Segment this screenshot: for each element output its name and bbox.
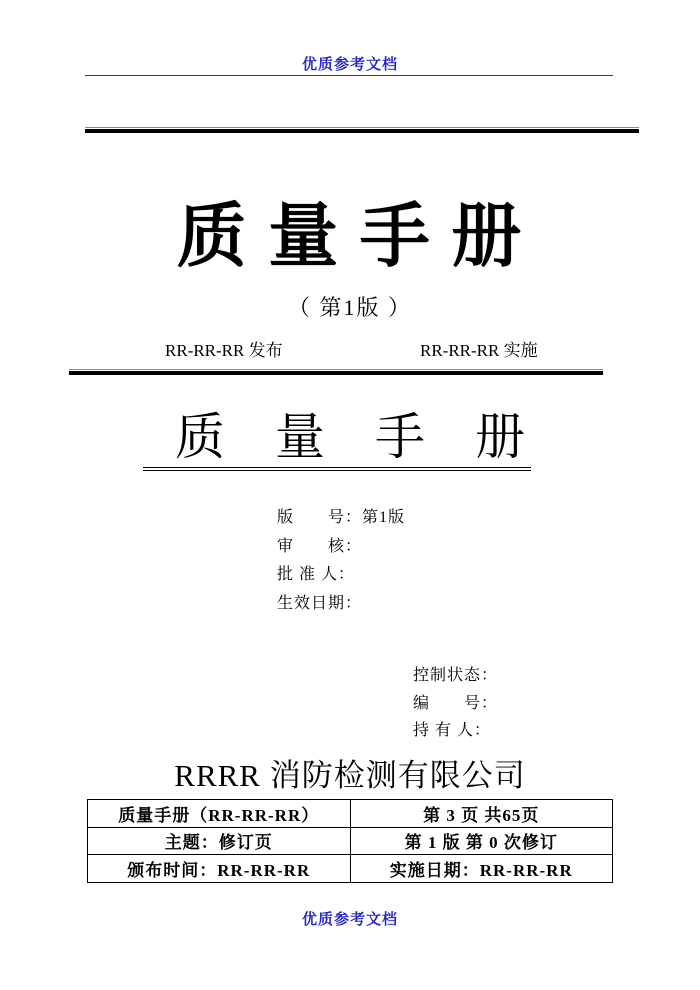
cell-issue-date: 颁布时间：RR-RR-RR [88, 855, 351, 883]
cell-subject: 主题：修订页 [88, 827, 351, 855]
field-approver: 批 准 人： [277, 566, 356, 583]
table-row [88, 800, 613, 828]
field-control-state: 控制状态： [413, 667, 499, 684]
company-name: RRRR 消防检测有限公司 [174, 758, 526, 793]
header-watermark-link[interactable]: 优质参考文档 [301, 57, 398, 73]
footer-watermark-link[interactable]: 优质参考文档 [301, 912, 398, 928]
field-version-number: 版 号：第1版 [277, 509, 406, 526]
inner-title: 质 量 手 册 [175, 409, 525, 465]
publish-date-label: RR-RR-RR 发布 [165, 341, 283, 360]
header-rule [85, 75, 613, 76]
cover-edition: （ 第1版 ） [287, 295, 412, 320]
field-effective-date: 生效日期： [277, 594, 363, 612]
implement-date-label: RR-RR-RR 实施 [420, 341, 538, 360]
cell-page-count: 第 3 页 共65页 [350, 800, 613, 828]
header-row [0, 53, 700, 74]
top-thick-rule [85, 127, 639, 133]
middle-thick-rule [69, 369, 603, 375]
cell-manual-title: 质量手册（RR-RR-RR） [88, 800, 351, 828]
table-row [88, 855, 613, 883]
field-number: 编 号： [413, 694, 499, 712]
cell-implement-date: 实施日期：RR-RR-RR [350, 855, 613, 883]
field-holder: 持 有 人： [413, 722, 492, 739]
footer-row [0, 908, 700, 929]
version-fields [277, 504, 405, 618]
document-info-table [87, 799, 613, 883]
table-row [88, 827, 613, 855]
control-fields [413, 662, 498, 745]
cover-title: 质 量 手 册 [176, 199, 524, 276]
field-reviewer: 审 核： [277, 537, 363, 555]
inner-title-underline [143, 467, 531, 471]
cell-revision: 第 1 版 第 0 次修订 [350, 827, 613, 855]
